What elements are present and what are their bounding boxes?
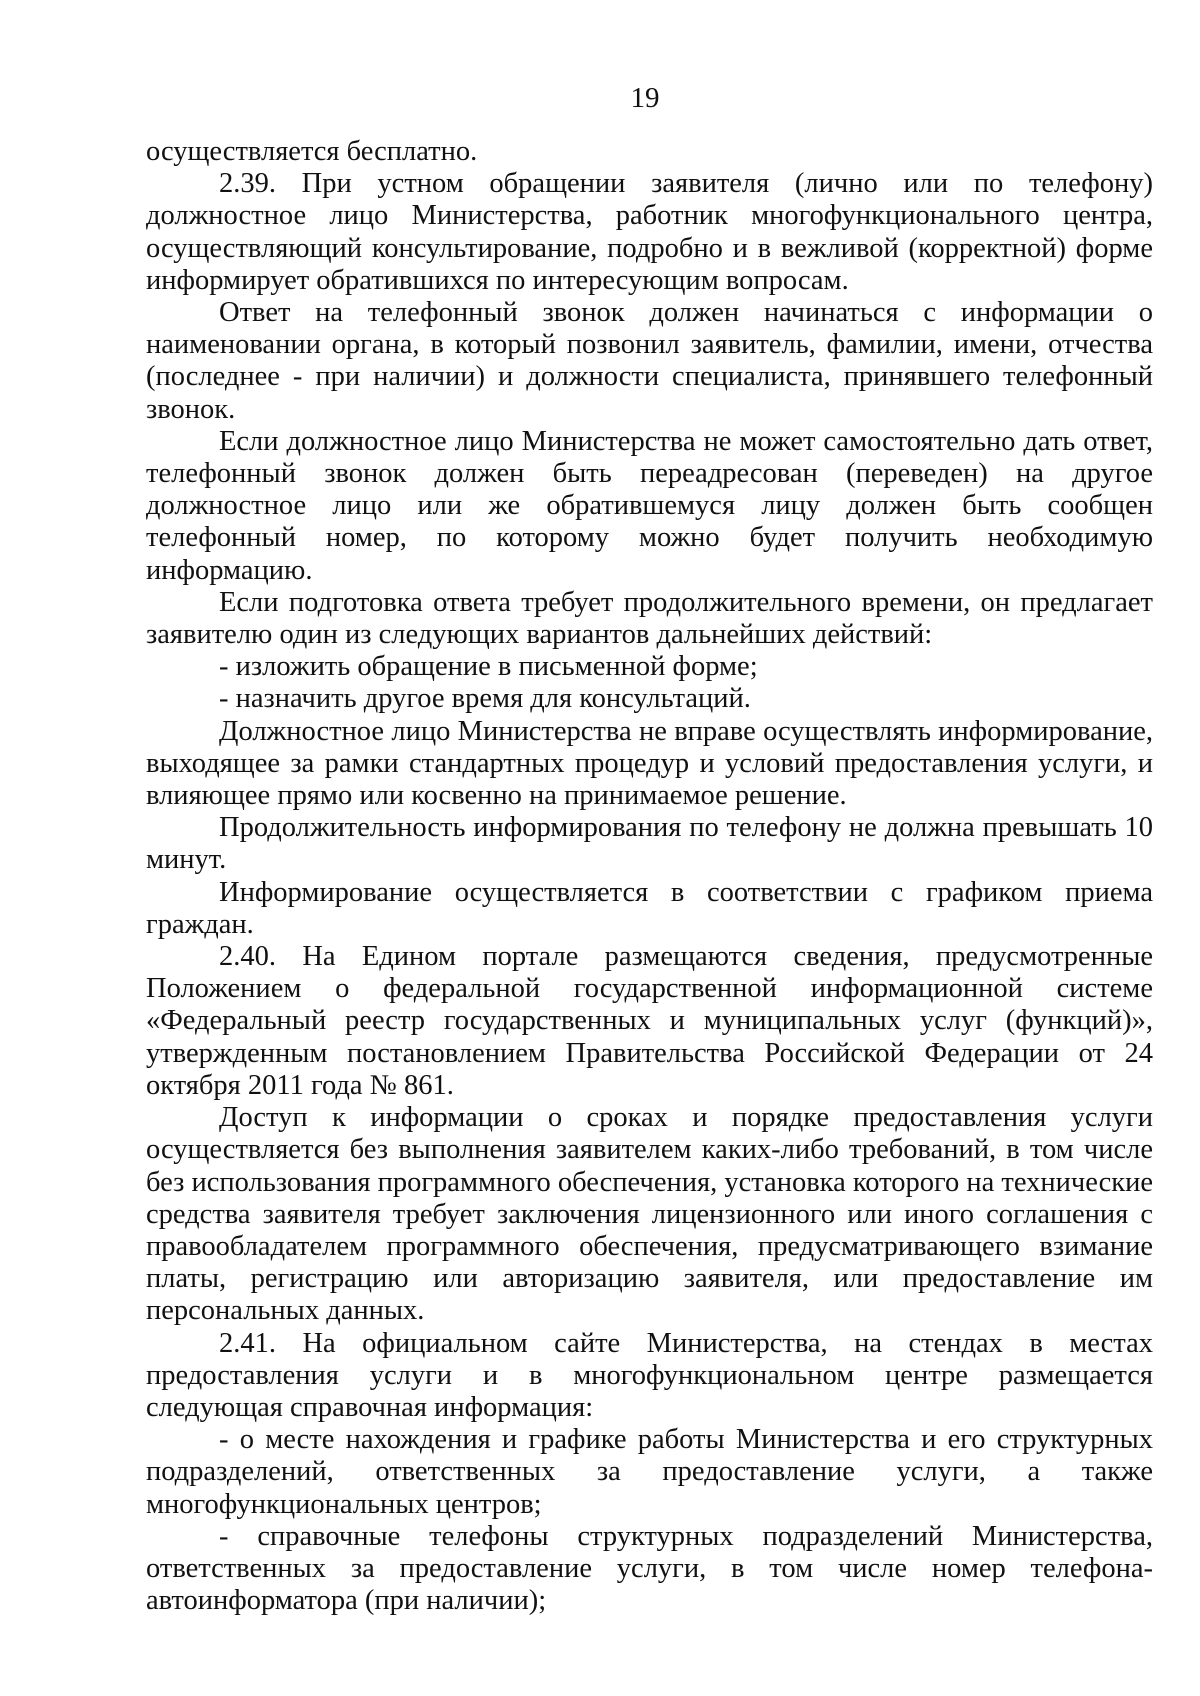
paragraph: - о месте нахождения и графике работы Министерства и его структурных подразделений, ответственных за предоставление услуги, а также многофункциональных центров; [146,1424,1153,1520]
paragraph: Если должностное лицо Министерства не может самостоятельно дать ответ, телефонный звонок должен быть переадресован (переведен) на другое должностное лицо или же обратившемуся лицу должен быть сообщен телефонный номер, по которому можно будет получить необходимую информацию. [146,425,1153,586]
paragraph: осуществляется бесплатно. [146,136,478,167]
paragraph: - справочные телефоны структурных подразделений Министерства, ответственных за предоставление услуги, в том числе номер телефона-автоинформатора (при наличии); [146,1520,1153,1617]
paragraph: Информирование осуществляется в соответствии с графиком приема граждан. [146,876,1153,940]
paragraph: Продолжительность информирования по телефону не должна превышать 10 минут. [146,812,1153,876]
paragraph: - назначить другое время для консультаций. [219,683,751,715]
document-body [146,136,1153,1617]
paragraph: Ответ на телефонный звонок должен начинаться с информации о наименовании органа, в который позвонил заявитель, фамилии, имени, отчества (последнее - при наличии) и должности специалиста, принявшего телефонный звонок. [146,297,1153,425]
paragraph: Доступ к информации о сроках и порядке предоставления услуги осуществляется без выполнения заявителем каких-либо требований, в том числе без использования программного обеспечения, установка которого на технические средства заявителя требует заключения лицензионного или иного соглашения с правообладателем программного обеспечения, предусматривающего взимание платы, регистрацию или авторизацию заявителя, или предоставление им персональных данных. [146,1102,1153,1327]
paragraph: Если подготовка ответа требует продолжительного времени, он предлагает заявителю один из следующих вариантов дальнейших действий: [146,586,1153,651]
paragraph: 2.40. На Едином портале размещаются сведения, предусмотренные Положением о федеральной государственной информационной системе «Федеральный реестр государственных и муниципальных услуг (функций)», утвержденным постановлением Правительства Российской Федерации от 24 октября 2011 года № 861. [146,941,1153,1101]
paragraph: 2.39. При устном обращении заявителя (лично или по телефону) должностное лицо Министерства, работник многофункционального центра, осуществляющий консультирование, подробно и в вежливой (корректной) форме информирует обратившихся по интересующим вопросам. [146,168,1153,296]
paragraph: - изложить обращение в письменной форме; [219,651,758,683]
page-number: 19 [630,82,660,114]
paragraph: 2.41. На официальном сайте Министерства, на стендах в местах предоставления услуги и в многофункциональном центре размещается следующая справочная информация: [146,1327,1153,1423]
paragraph: Должностное лицо Министерства не вправе осуществлять информирование, выходящее за рамки стандартных процедур и условий предоставления услуги, и влияющее прямо или косвенно на принимаемое решение. [146,715,1153,812]
